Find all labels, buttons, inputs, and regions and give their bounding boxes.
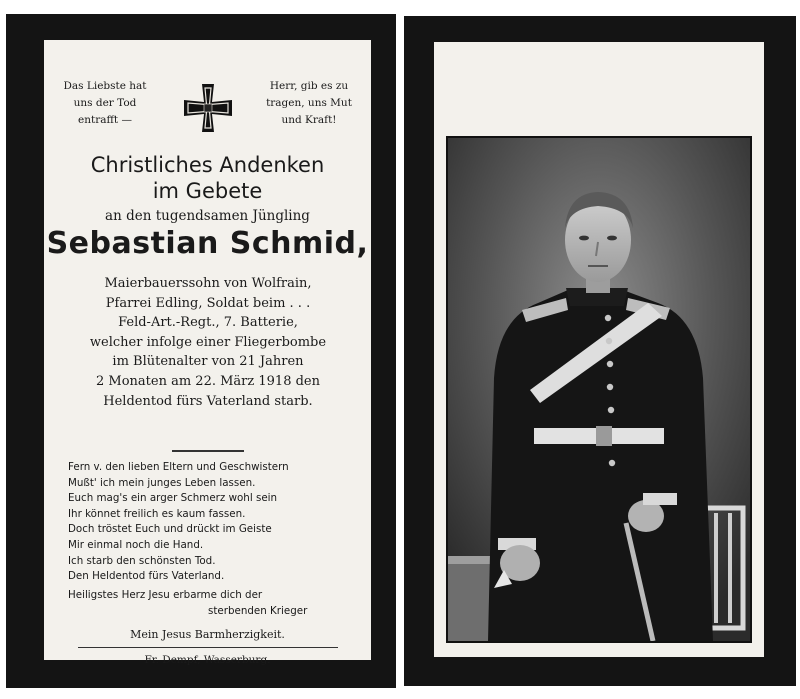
prayer-text bbox=[68, 588, 353, 619]
divider-long bbox=[78, 647, 338, 648]
bio-line: Heldentod fürs Vaterland starb. bbox=[103, 393, 313, 409]
prayer-line: sterbenden Krieger bbox=[208, 604, 308, 617]
poem-line: Euch mag's ein arger Schmerz wohl sein bbox=[68, 492, 278, 505]
poem-line: Doch tröstet Euch und drückt im Geiste bbox=[68, 523, 272, 536]
bio-line: im Blütenalter von 21 Jahren bbox=[112, 354, 304, 370]
right-card-border bbox=[404, 16, 796, 686]
header-right-line: tragen, uns Mut bbox=[266, 97, 352, 109]
poem-line: Mir einmal noch die Hand. bbox=[68, 538, 204, 551]
header-left-line: Das Liebste hat bbox=[63, 80, 147, 92]
memorial-poem bbox=[68, 460, 358, 585]
header-right-line: und Kraft! bbox=[281, 114, 337, 126]
bio-line: Maierbauerssohn von Wolfrain, bbox=[104, 276, 312, 291]
closing-invocation: Mein Jesus Barmherzigkeit. bbox=[130, 628, 285, 641]
memorial-title bbox=[44, 152, 371, 204]
header-quote-left bbox=[60, 78, 150, 129]
poem-line: Mußt' ich mein junges Leben lassen. bbox=[68, 476, 256, 489]
header-quote-right bbox=[263, 78, 355, 129]
header-row bbox=[44, 78, 371, 140]
bio-line: 2 Monaten am 22. März 1918 den bbox=[96, 373, 320, 389]
bio-line: Feld-Art.-Regt., 7. Batterie, bbox=[118, 315, 298, 331]
poem-line: Fern v. den lieben Eltern und Geschwistern bbox=[68, 461, 289, 473]
left-card-border bbox=[6, 14, 396, 688]
deceased-name: Sebastian Schmid, bbox=[46, 226, 369, 261]
poem-line: Ihr könnet freilich es kaum fassen. bbox=[68, 507, 246, 520]
bio-line: Pfarrei Edling, Soldat beim . . . bbox=[105, 295, 311, 311]
poem-line: Ich starb den schönsten Tod. bbox=[68, 554, 216, 567]
memorial-text-card bbox=[44, 40, 371, 666]
header-left-line: entrafft — bbox=[78, 114, 132, 126]
header-right-line: Herr, gib es zu bbox=[269, 80, 349, 92]
iron-cross-icon bbox=[182, 82, 234, 134]
header-left-line: uns der Tod bbox=[73, 97, 137, 109]
poem-line: Den Heldentod fürs Vaterland. bbox=[68, 570, 225, 583]
bio-line: welcher infolge einer Fliegerbombe bbox=[89, 334, 327, 350]
printer-imprint: Fr. Dempf, Wasserburg. bbox=[144, 654, 271, 666]
title-line: im Gebete bbox=[152, 179, 263, 203]
biography-text bbox=[58, 274, 358, 411]
divider-short bbox=[172, 450, 244, 452]
title-line: Christliches Andenken bbox=[90, 153, 325, 177]
dedication-line: an den tugendsamen Jüngling bbox=[105, 208, 310, 224]
soldier-portrait-photo bbox=[446, 136, 752, 643]
soldier-portrait-image bbox=[448, 138, 750, 641]
portrait-card bbox=[434, 42, 764, 657]
prayer-line: Heiligstes Herz Jesu erbarme dich der bbox=[68, 589, 263, 601]
